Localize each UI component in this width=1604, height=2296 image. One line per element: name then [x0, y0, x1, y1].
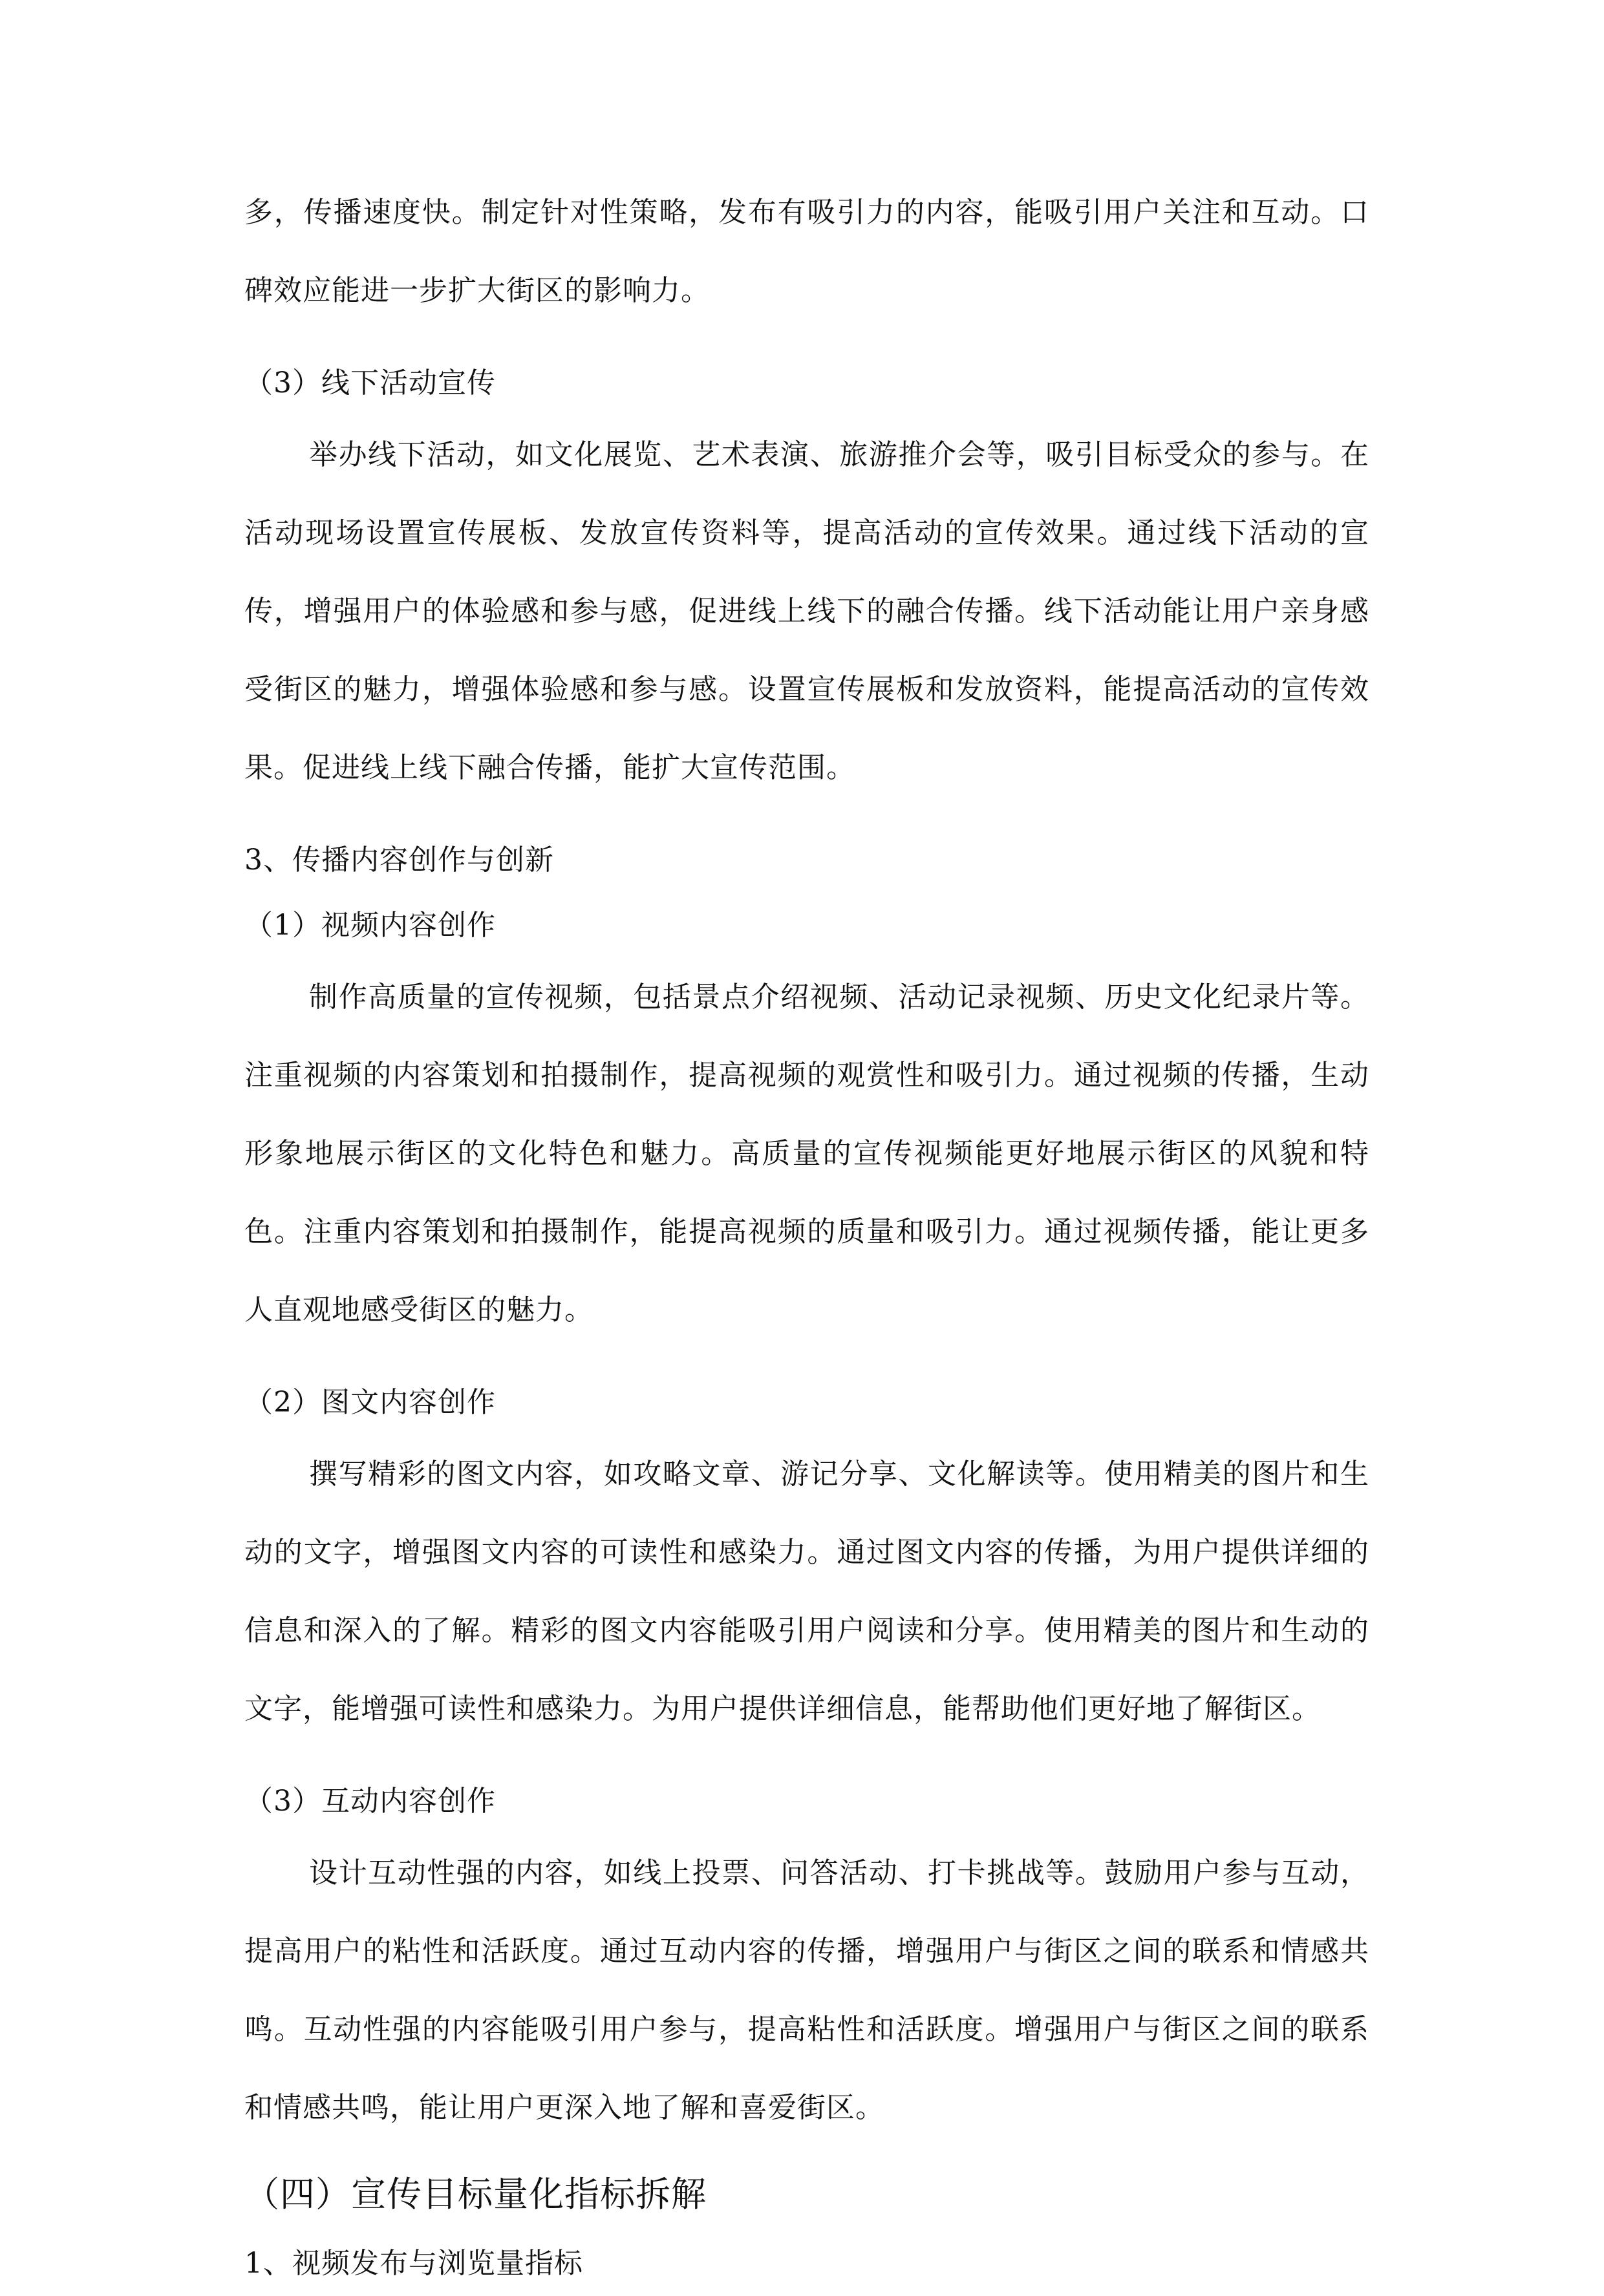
- paragraph-video-content: 制作高质量的宣传视频，包括景点介绍视频、活动记录视频、历史文化纪录片等。注重视频的内容策划和拍摄制作，提高视频的观赏性和吸引力。通过视频的传播，生动形象地展示街区的文化特色和魅力。高质量的宣传视频能更好地展示街区的风貌和特色。注重内容策划和拍摄制作，能提高视频的质量和吸引力。通过视频传播，能让更多人直观地感受街区的魅力。: [244, 981, 1369, 1326]
- subheading-offline-events: （3）线下活动宣传: [244, 367, 496, 399]
- subheading-video-content: （1）视频内容创作: [244, 909, 496, 942]
- document-body: [244, 173, 1369, 2296]
- paragraph-interactive-content: 设计互动性强的内容，如线上投票、问答活动、打卡挑战等。鼓励用户参与互动，提高用户的粘性和活跃度。通过互动内容的传播，增强用户与街区之间的联系和情感共鸣。互动性强的内容能吸引用户参与，提高粘性和活跃度。增强用户与街区之间的联系和情感共鸣，能让用户更深入地了解和喜爱街区。: [244, 1856, 1369, 2124]
- subheading-graphic-content: （2）图文内容创作: [244, 1386, 496, 1419]
- subheading-interactive-content: （3）互动内容创作: [244, 1785, 496, 1818]
- section-heading-4: （四）宣传目标量化指标拆解: [244, 2174, 707, 2215]
- heading-video-metrics: 1、视频发布与浏览量指标: [244, 2247, 583, 2280]
- heading-content-creation: 3、传播内容创作与创新: [244, 844, 554, 877]
- paragraph-offline-events: 举办线下活动，如文化展览、艺术表演、旅游推介会等，吸引目标受众的参与。在活动现场设置宣传展板、发放宣传资料等，提高活动的宣传效果。通过线下活动的宣传，增强用户的体验感和参与感，促进线上线下的融合传播。线下活动能让用户亲身感受街区的魅力，增强体验感和参与感。设置宣传展板和发放资料，能提高活动的宣传效果。促进线上线下融合传播，能扩大宣传范围。: [244, 438, 1369, 784]
- paragraph-graphic-content: 撰写精彩的图文内容，如攻略文章、游记分享、文化解读等。使用精美的图片和生动的文字，增强图文内容的可读性和感染力。通过图文内容的传播，为用户提供详细的信息和深入的了解。精彩的图文内容能吸引用户阅读和分享。使用精美的图片和生动的文字，能增强可读性和感染力。为用户提供详细信息，能帮助他们更好地了解街区。: [244, 1458, 1369, 1725]
- paragraph-continued: 多，传播速度快。制定针对性策略，发布有吸引力的内容，能吸引用户关注和互动。口碑效应能进一步扩大街区的影响力。: [244, 196, 1369, 307]
